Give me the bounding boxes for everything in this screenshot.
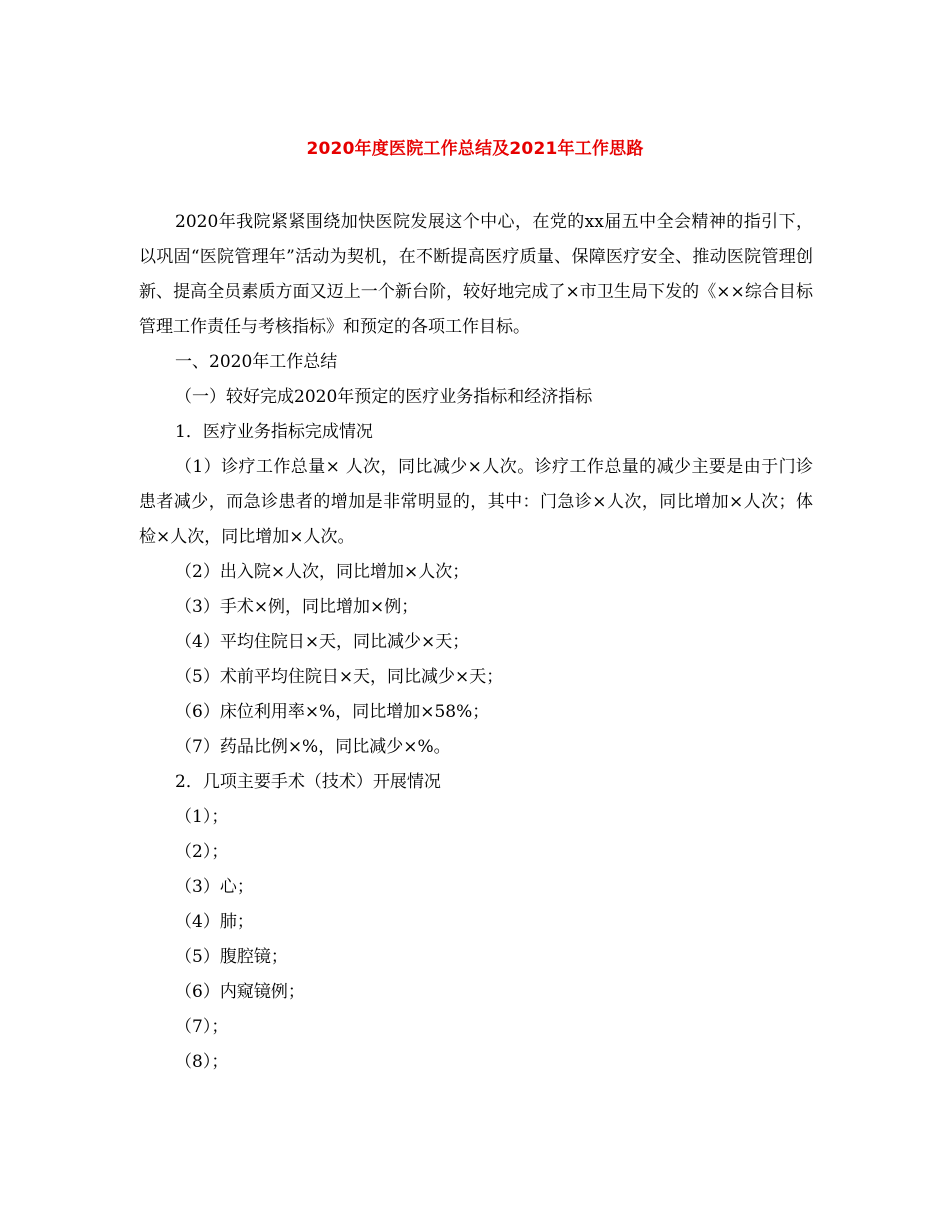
list-item: （6）内窥镜例； [175,982,305,1002]
list-item: （3）心； [175,877,254,897]
list-item: （1）； [175,807,229,827]
list-item: （7）药品比例×%，同比减少×%。 [175,737,451,757]
list-item: （4）肺； [175,912,254,932]
list-item: （5）腹腔镜； [175,947,288,967]
list-item: （6）床位利用率×%，同比增加×58%； [175,702,490,722]
list-item: （1）诊疗工作总量× 人次，同比减少×人次。诊疗工作总量的减少主要是由于门诊患者减少，而急诊患者的增加是非常明显的，其中：门急诊×人次，同比增加×人次；体检×人次，同比增加×人次。 [139,457,813,547]
list-item: （8）； [175,1052,229,1072]
subsection-heading-1: （一）较好完成2020年预定的医疗业务指标和经济指标 [175,387,593,407]
list-item: （7）； [175,1017,229,1037]
item-heading-2: 2．几项主要手术（技术）开展情况 [175,772,441,792]
item-heading-1: 1．医疗业务指标完成情况 [175,422,373,442]
list-item: （4）平均住院日×天，同比减少×天； [175,632,470,652]
list-item: （2）； [175,842,229,862]
document-body [139,205,813,1080]
list-item: （3）手术×例，同比增加×例； [175,597,419,617]
list-item: （5）术前平均住院日×天，同比减少×天； [175,667,504,687]
document-title: 2020年度医院工作总结及2021年工作思路 [306,139,644,159]
intro-paragraph: 2020年我院紧紧围绕加快医院发展这个中心，在党的xx届五中全会精神的指引下，以巩固“医院管理年”活动为契机，在不断提高医疗质量、保障医疗安全、推动医院管理创新、提高全员素质方面又迈上一个新台阶，较好地完成了×市卫生局下发的《××综合目标管理工作责任与考核指标》和预定的各项工作目标。 [139,212,813,337]
section-heading-1: 一、2020年工作总结 [175,352,338,372]
list-item: （2）出入院×人次，同比增加×人次； [175,562,470,582]
